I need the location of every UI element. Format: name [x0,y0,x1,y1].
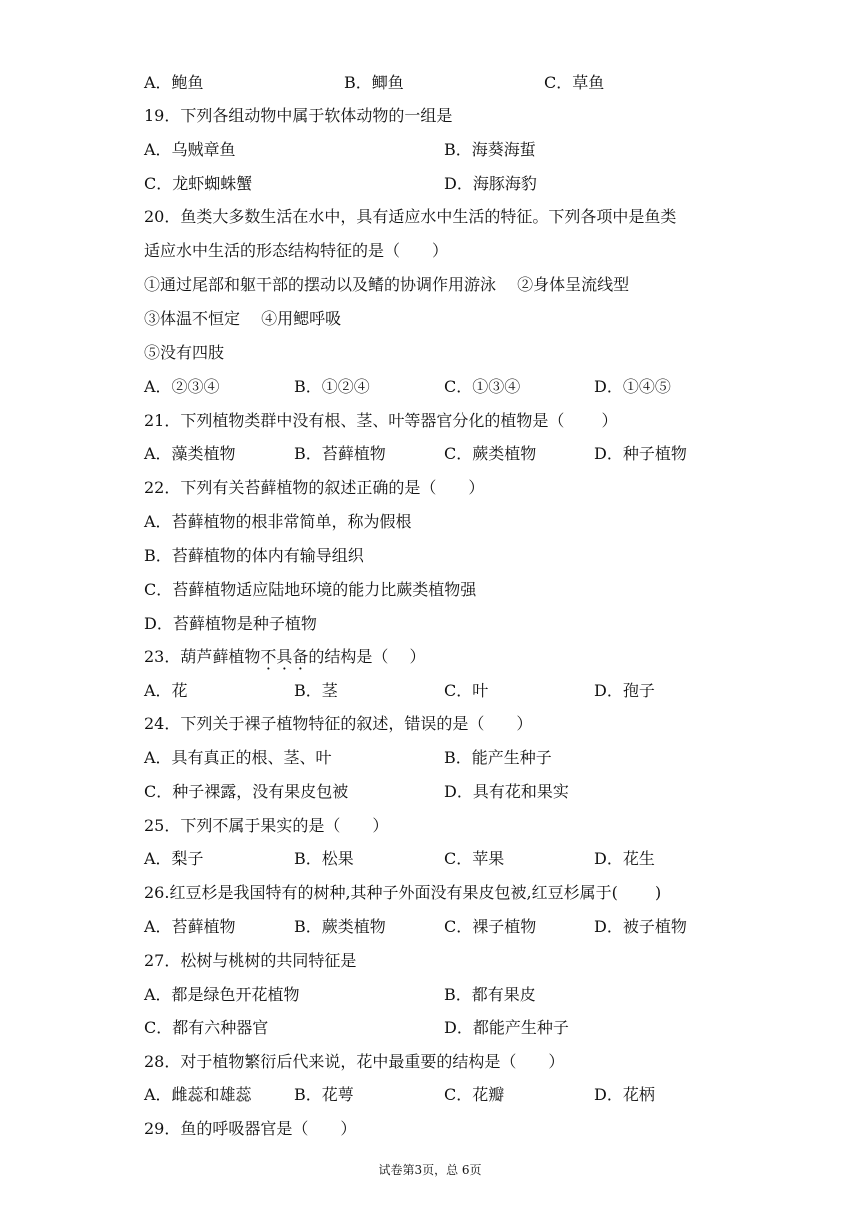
q20-o-option-b: B．①②④ [294,377,370,396]
q20-o-option-c: C．①③④ [444,377,521,396]
q22-text: A．苔藓植物的根非常简单，称为假根 [144,512,412,531]
q22-text: C．苔藓植物适应陆地环境的能力比蕨类植物强 [144,580,477,599]
q19-text: 19．下列各组动物中属于软体动物的一组是 [144,106,453,125]
q20-o-option-a: A．②③④ [144,377,220,396]
q20-o-option-d: D．①④⑤ [594,377,671,396]
q19-o1-option-b: B．海葵海蜇 [444,140,536,159]
q28-text: 28．对于植物繁衍后代来说，花中最重要的结构是（ ） [144,1052,565,1071]
q22-text: B．苔藓植物的体内有输导组织 [144,546,364,565]
q28-o-option-d: D．花柄 [594,1085,655,1104]
q28-o-option-b: B．花萼 [294,1085,354,1104]
q27-o2-option-c: C．都有六种器官 [144,1018,269,1037]
q24-o2-option-d: D．具有花和果实 [444,782,569,801]
q27-text: 27．松树与桃树的共同特征是 [144,951,357,970]
q28-o-option-c: C．花瓣 [444,1085,505,1104]
q21-o-option-b: B．苔藓植物 [294,444,386,463]
emphasis-dot-char: 具 [276,647,293,666]
q25-o-option-b: B．松果 [294,849,354,868]
q21-text: 21．下列植物类群中没有根、茎、叶等器官分化的植物是（ ） [144,411,618,430]
q21-o-option-a: A．藻类植物 [144,444,236,463]
q21-o-option-d: D．种子植物 [594,444,687,463]
emphasis-dot-char: 不 [260,647,277,666]
q20-text: ③体温不恒定 ④用鳃呼吸 [144,309,342,328]
q28-o-option-a: A．雌蕊和雄蕊 [144,1085,252,1104]
q24-text: 24．下列关于裸子植物特征的叙述，错误的是（ ） [144,714,533,733]
q26-o-option-b: B．蕨类植物 [294,917,386,936]
q20-text: 20．鱼类大多数生活在水中，具有适应水中生活的特征。下列各项中是鱼类 [144,207,677,226]
q21-o-option-c: C．蕨类植物 [444,444,537,463]
q20-text: ①通过尾部和躯干部的摆动以及鳍的协调作用游泳 ②身体呈流线型 [144,275,630,294]
q22-text: 22．下列有关苔藓植物的叙述正确的是（ ） [144,478,485,497]
q23-text: 23．葫芦藓植物不具备的结构是（ ） [144,647,426,666]
q29-text: 29．鱼的呼吸器官是（ ） [144,1119,357,1138]
q19-o1-option-a: A．乌贼章鱼 [144,140,236,159]
q18-opts-option-c: C．草鱼 [544,73,605,92]
q25-o-option-d: D．花生 [594,849,655,868]
q26-o-option-a: A．苔藓植物 [144,917,236,936]
q22-text: D．苔藓植物是种子植物 [144,614,317,633]
q26-o-option-d: D．被子植物 [594,917,687,936]
q24-o2-option-c: C．种子裸露，没有果皮包被 [144,782,349,801]
q27-o1-option-a: A．都是绿色开花植物 [144,985,300,1004]
q24-o1-option-b: B．能产生种子 [444,748,552,767]
q19-o2-option-d: D．海豚海豹 [444,174,537,193]
q25-o-option-c: C．苹果 [444,849,505,868]
q23-o-option-a: A．花 [144,681,188,700]
q20-text: 适应水中生活的形态结构特征的是（ ） [144,241,449,260]
q23-o-option-c: C．叶 [444,681,489,700]
q20-text: ⑤没有四肢 [144,343,225,362]
q26-o-option-c: C．裸子植物 [444,917,537,936]
q25-o-option-a: A．梨子 [144,849,204,868]
q23-o-option-b: B．茎 [294,681,338,700]
q18-opts-option-a: A．鲍鱼 [144,73,204,92]
q25-text: 25．下列不属于果实的是（ ） [144,816,389,835]
q24-o1-option-a: A．具有真正的根、茎、叶 [144,748,332,767]
q26-text: 26.红豆杉是我国特有的树种,其种子外面没有果皮包被,红豆杉属于( ) [144,883,662,902]
q18-opts-option-b: B．鲫鱼 [344,73,404,92]
q19-o2-option-c: C．龙虾蜘蛛蟹 [144,174,253,193]
q23-o-option-d: D．孢子 [594,681,655,700]
q27-o2-option-d: D．都能产生种子 [444,1018,569,1037]
emphasis-dot-char: 备 [292,647,309,666]
page-footer: 试卷第3页，总 6页 [378,1163,482,1177]
q27-o1-option-b: B．都有果皮 [444,985,536,1004]
